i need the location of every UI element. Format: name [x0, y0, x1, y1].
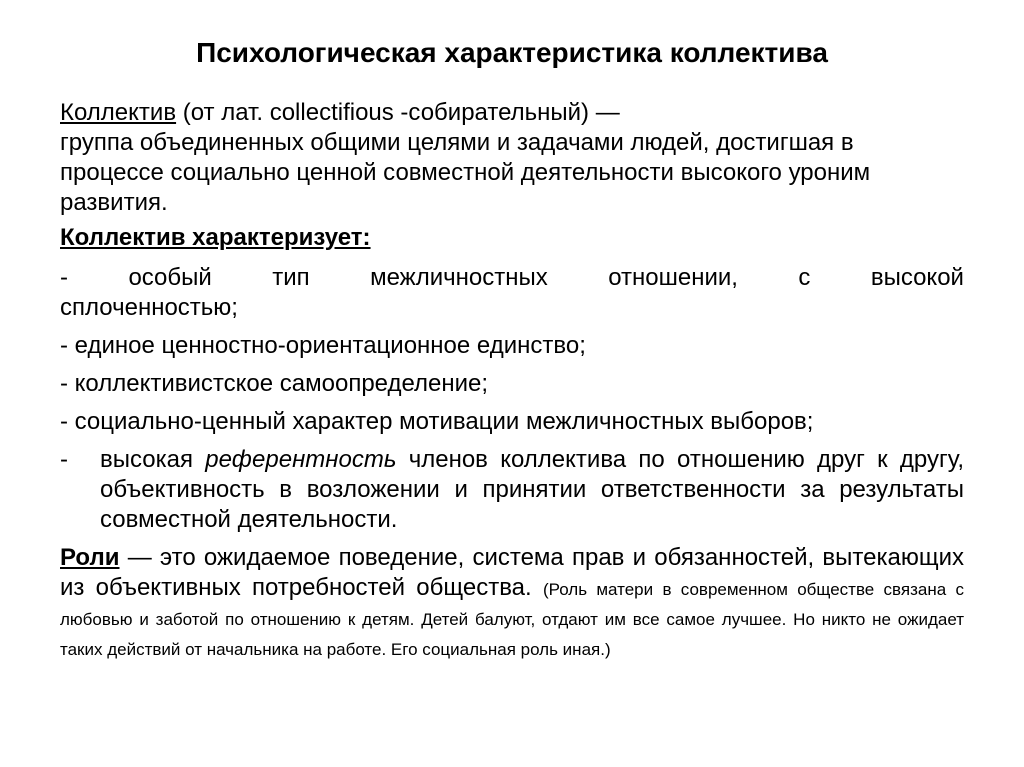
referentnost-term: референтность: [205, 446, 397, 473]
roles-text: — это ожидаемое поведение, система прав и обязанностей, вытекающих из объективных потребностей общества.: [60, 544, 964, 601]
list-word: межличностных: [370, 264, 548, 291]
roles-paragraph: [60, 543, 964, 663]
roles-example: (Роль матери в современном обществе связана с любовью и заботой по отношению к детям. Детей балуют, отдают им все самое лучшее. Но никто не ожидает таких действий от начальника на работе. Его социальная роль иная.): [60, 580, 964, 659]
list-item-text-part: членов коллектива по отношению друг к другу, объективность в возложении и принятии ответственности за результаты совместной деятельности.: [100, 446, 965, 533]
characterizes-heading: Коллектив характеризует:: [60, 224, 371, 251]
list-word: отношении,: [608, 264, 738, 291]
list-item: [60, 445, 964, 535]
list-item: - социально-ценный характер мотивации межличностных выборов;: [60, 408, 814, 435]
definition-text: группа объединенных общими целями и задачами людей, достигшая в процессе социально ценной совместной деятельности высокого уроним развития.: [60, 129, 871, 216]
list-word: особый: [128, 264, 212, 291]
list-dash: -: [60, 446, 68, 473]
list-word: высокой: [870, 264, 964, 291]
slide-title: Психологическая характеристика коллектива: [196, 37, 828, 68]
list-item: - единое ценностно-ориентационное единство;: [60, 332, 586, 359]
slide-content: [60, 98, 964, 663]
list-word: тип: [272, 264, 310, 291]
list-item-continuation: сплоченностью;: [60, 294, 238, 321]
list-item-text: [100, 445, 964, 535]
roles-term: Роли: [60, 544, 120, 571]
definition-paragraph: [60, 98, 964, 218]
definition-origin: (от лат. collectifious -собирательный) —: [176, 99, 620, 126]
list-item-text-part: высокая: [100, 446, 206, 473]
list-item-first-line: [60, 263, 964, 293]
definition-term: Коллектив: [60, 99, 177, 126]
list-dash: -: [60, 264, 68, 291]
list-word: с: [798, 264, 811, 291]
list-item: [60, 263, 964, 323]
list-item: - коллективистское самоопределение;: [60, 370, 489, 397]
